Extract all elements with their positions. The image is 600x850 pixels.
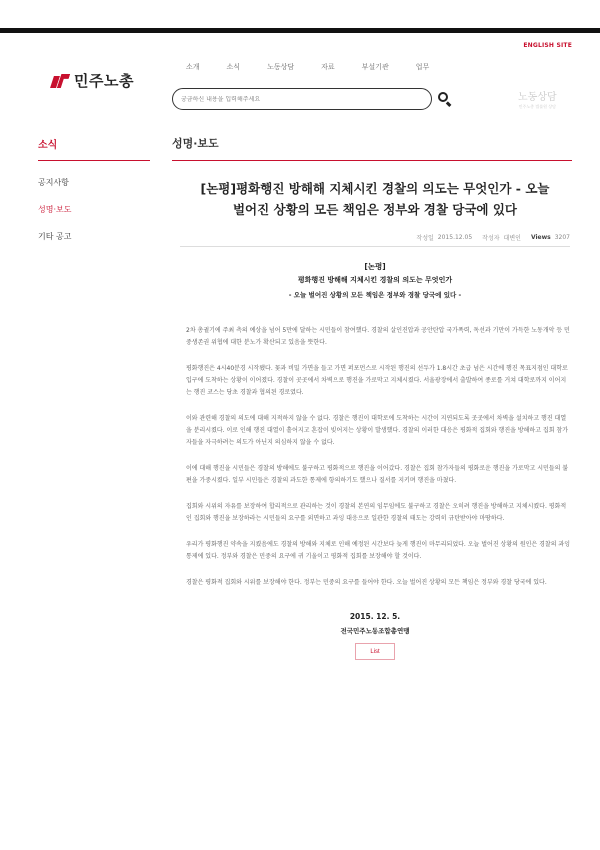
list-button[interactable]: List [355,643,395,660]
sub-title: 평화행진 방해해 지체시킨 경찰의 의도는 무엇인가 [297,276,453,284]
article-title-line-2: 벌어진 상황의 모든 책임은 정부와 경찰 당국에 있다 [232,202,518,217]
paragraph: 2차 총궐기에 주최 측의 예상을 넘어 5만에 달하는 시민들이 참여했다. 경찰의 살인진압과 공안탄압 국가폭력, 독선과 기만이 가득한 노동개악 등 민중생존권 위협에 대한 분노가 확산되고 있음을 뜻한다. [186,327,570,346]
paragraph: 평화행진은 4시40분경 시작됐다. 꽃과 비밀 가면을 들고 가면 퍼포먼스로 시작된 행진의 선두가 1.8시간 초급 넘은 시간에 행진 목표지점인 대학로 입구에 도착하는 상황이 이어졌다. 경찰이 곳곳에서 차벽으로 행진을 가로막고 지체시켰다. 서울광장에서 출발하여 종로를 거쳐 대학로까지 이어지는 행진 코스는 당초 경찰과 협의된 경로였다. [186,365,568,396]
top-bar [0,28,600,33]
sidebar-item-statements[interactable]: 성명·보도 [38,205,72,214]
article-title [190,178,560,220]
meta-author: 대변인 [503,235,521,242]
article-title-line-1: [논평]평화행진 방해해 지체시킨 경찰의 의도는 무엇인가 - 오늘 [200,181,550,196]
main-nav [186,62,456,72]
sidebar-item-other-notices[interactable]: 기타 공고 [38,232,72,241]
english-site-link[interactable]: ENGLISH SITE [523,42,572,49]
paragraph: 이에 대해 행진을 시민들은 경찰의 방해에도 불구하고 평화적으로 행진을 이어갔다. 경찰은 집회 참가자들의 평화로운 행진을 가로막고 시민들의 불편을 가중시켰다. 일부 시민들은 경찰의 과도한 통제에 항의하기도 했으나 질서를 지키며 행진을 마쳤다. [186,465,569,484]
nav-item-work[interactable]: 업무 [415,63,430,71]
sidebar-title: 소식 [38,140,58,151]
meta-divider [180,246,570,247]
article-meta [416,233,570,242]
search-icon[interactable] [437,91,453,107]
meta-author-label: 작성자 [482,235,500,242]
meta-date-label: 작성일 [416,235,434,242]
logo-mark-icon [52,74,70,88]
search-box [172,88,432,110]
nav-item-affiliates[interactable]: 부설기관 [361,63,389,71]
sidebar-divider [38,160,150,161]
counsel-title: 노동상담 [518,92,557,103]
meta-views-label: Views [530,234,551,241]
paragraph: 경찰은 평화적 집회와 시위를 보장해야 한다. 정부는 민중의 요구를 들어야 한다. 오늘 벌어진 상황의 모든 책임은 정부와 경찰 당국에 있다. [186,579,547,586]
meta-date: 2015.12.05 [437,234,473,241]
paragraph: 우리가 평화행진 약속을 지켰음에도 경찰의 방해와 지체로 인해 예정된 시간보다 늦게 행진이 마무리되었다. 오늘 벌어진 상황의 원인은 경찰의 과잉 통제에 있다. 정부와 경찰은 민중의 요구에 귀 기울이고 평화적 집회를 보장해야 할 것이다. [186,541,570,560]
site-logo[interactable] [52,70,134,91]
nav-item-counsel[interactable]: 노동상담 [267,63,295,71]
nav-item-about[interactable]: 소개 [186,63,200,71]
nav-item-resources[interactable]: 자료 [321,63,335,71]
search-input[interactable] [181,96,411,103]
logo-text: 민주노총 [74,72,134,90]
article-body [186,325,570,603]
sign-organization: 전국민주노동조합총연맹 [340,627,410,635]
sign-date: 2015. 12. 5. [349,612,401,621]
paragraph: 이와 관련해 경찰의 의도에 대해 지적하지 않을 수 없다. 경찰은 행진이 대학로에 도착하는 시간이 지연되도록 곳곳에서 차벽을 설치하고 행진 대열을 분리시켰다. 이로 인해 행진 대열이 흩어지고 혼잡이 빚어지는 상황이 발생했다. 경찰의 이러한 대응은 평화적 집회와 행진을 방해하고 집회 참가자들을 자극하려는 의도가 아닌지 의심하지 않을 수 없다. [186,415,569,446]
sidebar-item-notice[interactable]: 공지사항 [38,178,69,187]
nav-item-news[interactable]: 소식 [226,63,241,71]
sub-tag: [논평] [364,262,386,271]
sub-subtitle: - 오늘 벌어진 상황의 모든 책임은 정부와 경찰 당국에 있다 - [288,291,462,299]
labor-counsel-link[interactable] [518,88,557,110]
paragraph: 집회와 시위의 자유를 보장하여 합리적으로 관리하는 것이 경찰의 본연의 임무임에도 불구하고 경찰은 오히려 행진을 방해하고 지체시켰다. 평화적인 집회와 행진을 보장하라는 시민들의 요구를 외면하고 과잉 대응으로 일관한 경찰의 태도는 강력히 규탄받아야 마땅하다. [186,503,567,522]
main-divider [172,160,572,161]
meta-views: 3207 [554,234,570,241]
counsel-subtitle: 민주노총 법률원 상담 [518,104,556,109]
page-title: 성명·보도 [172,137,219,150]
